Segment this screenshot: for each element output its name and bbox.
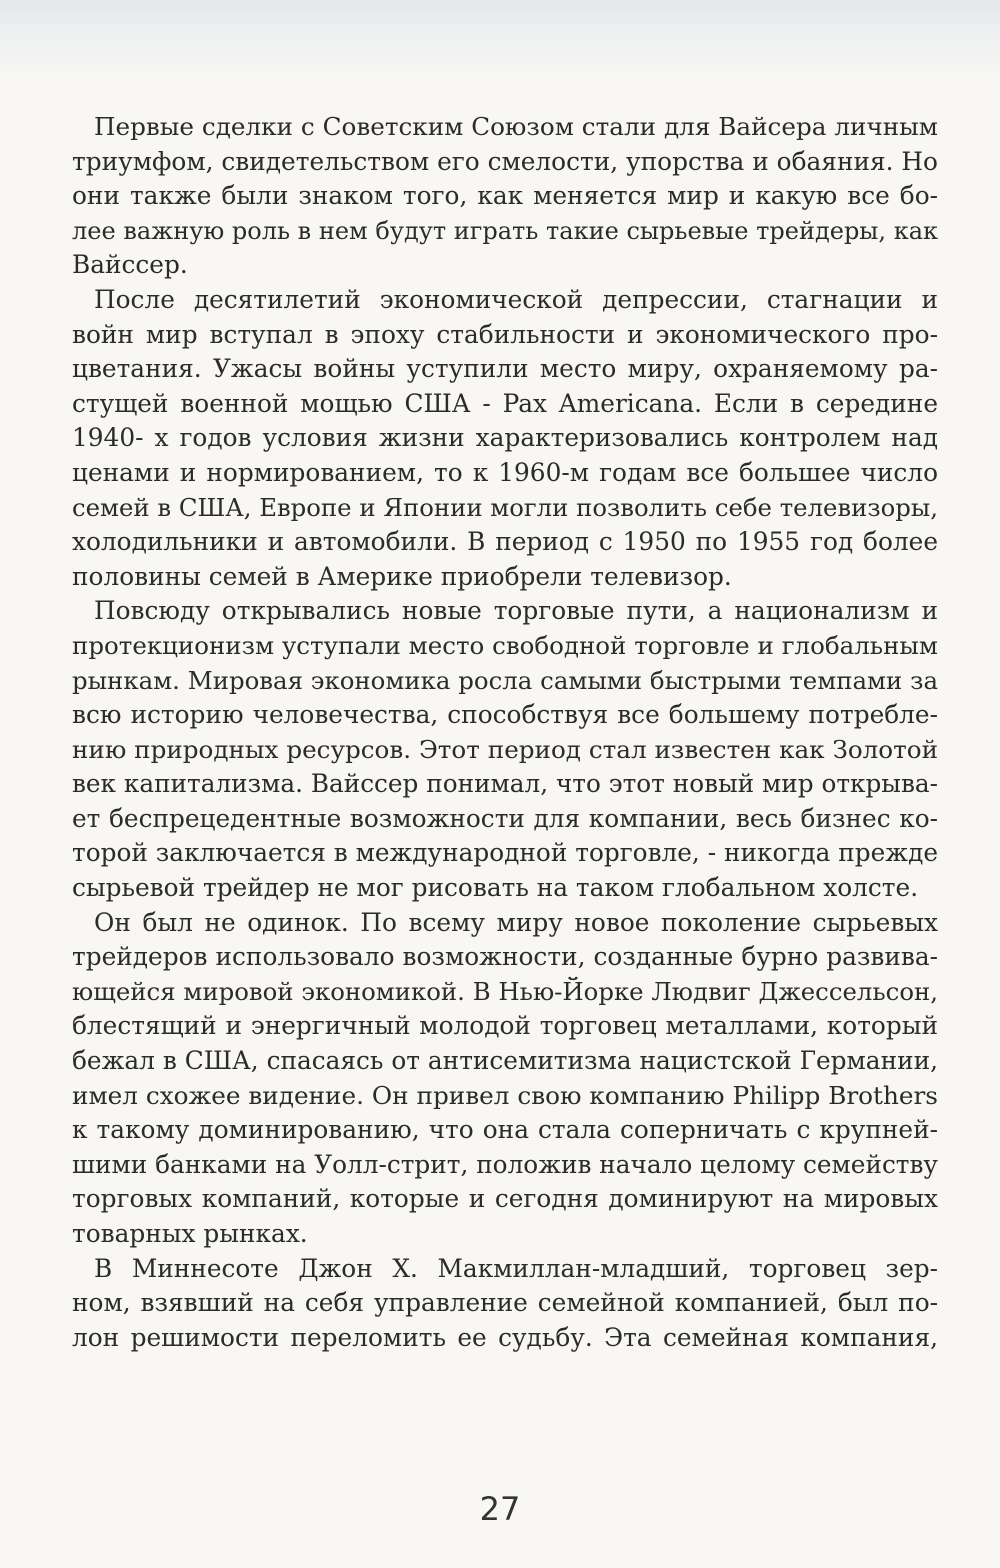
text-line: войн мир вступал в эпоху стабильности и экономического про- <box>72 319 938 349</box>
text-line: трейдеров использовало возможности, созданные бурно развива- <box>72 942 938 972</box>
text-line: рынкам. Мировая экономика росла самыми быстрыми темпами за <box>72 665 938 695</box>
text-line: цветания. Ужасы войны уступили место миру, охраняемому ра- <box>72 354 938 384</box>
text-line: они также были знаком того, как меняется мир и какую все бо- <box>72 181 938 211</box>
text-line: бежал в США, спасаясь от антисемитизма нацистской Германии, <box>72 1046 938 1076</box>
text-line: холодильники и автомобили. В период с 1950 по 1955 год более <box>72 527 938 557</box>
text-line: Он был не одинок. По всему миру новое поколение сырьевых <box>94 907 938 937</box>
text-line: товарных рынках. <box>72 1219 308 1248</box>
text-line: блестящий и энергичный молодой торговец металлами, который <box>72 1011 938 1041</box>
text-line: семей в США, Европе и Японии могли позволить себе телевизоры, <box>72 492 938 522</box>
text-line: торговых компаний, которые и сегодня доминируют на мировых <box>72 1184 938 1214</box>
text-line: Повсюду открывались новые торговые пути, а национализм и <box>94 596 938 626</box>
text-line: всю историю человечества, способствуя все большему потребле- <box>72 700 938 730</box>
text-line: ценами и нормированием, то к 1960-м годам все большее число <box>72 457 938 487</box>
text-line: После десятилетий экономической депрессии, стагнации и <box>94 284 938 314</box>
text-line: ет беспрецедентные возможности для компании, весь бизнес ко- <box>72 803 938 833</box>
text-line: В Миннесоте Джон Х. Макмиллан-младший, торговец зер- <box>94 1253 938 1283</box>
paragraph <box>72 594 938 905</box>
paragraph <box>72 906 938 1252</box>
text-line: ющейся мировой экономикой. В Нью-Йорке Людвиг Джессельсон, <box>72 976 938 1006</box>
text-line: лон решимости переломить ее судьбу. Эта семейная компания, <box>72 1322 938 1352</box>
text-line: Вайссер. <box>72 250 188 280</box>
paragraph <box>72 283 938 594</box>
text-line: половины семей в Америке приобрели телевизор. <box>72 561 732 591</box>
text-line: Первые сделки с Советским Союзом стали для Вайсера личным <box>94 112 938 141</box>
paragraph <box>72 1252 938 1356</box>
text-line: шими банками на Уолл-стрит, положив начало целому семейству <box>72 1149 938 1179</box>
text-line: стущей военной мощью США - Pax Americana. Если в середине <box>72 388 938 418</box>
text-line: торой заключается в международной торговле, - никогда прежде <box>72 838 938 868</box>
text-line: нию природных ресурсов. Этот период стал известен как Золотой <box>72 734 938 764</box>
text-line: век капитализма. Вайссер понимал, что этот новый мир открыва- <box>72 769 938 799</box>
page-number: 27 <box>479 1490 521 1528</box>
scan-shadow <box>0 0 1000 80</box>
text-line: имел схожее видение. Он привел свою компанию Philipp Brothers <box>72 1080 938 1110</box>
paragraph <box>72 110 938 283</box>
text-line: триумфом, свидетельством его смелости, упорства и обаяния. Но <box>72 146 938 176</box>
body-text <box>72 110 938 1355</box>
text-line: протекционизм уступали место свободной торговле и глобальным <box>72 630 938 660</box>
text-line: к такому доминированию, что она стала соперничать с крупней- <box>72 1115 938 1145</box>
text-line: сырьевой трейдер не мог рисовать на таком глобальном холсте. <box>72 873 919 903</box>
text-line: ном, взявший на себя управление семейной компанией, был по- <box>72 1288 938 1318</box>
text-line: 1940- х годов условия жизни характеризовались контролем над <box>72 423 938 453</box>
text-line: лее важную роль в нем будут играть такие сырьевые трейдеры, как <box>72 216 938 245</box>
